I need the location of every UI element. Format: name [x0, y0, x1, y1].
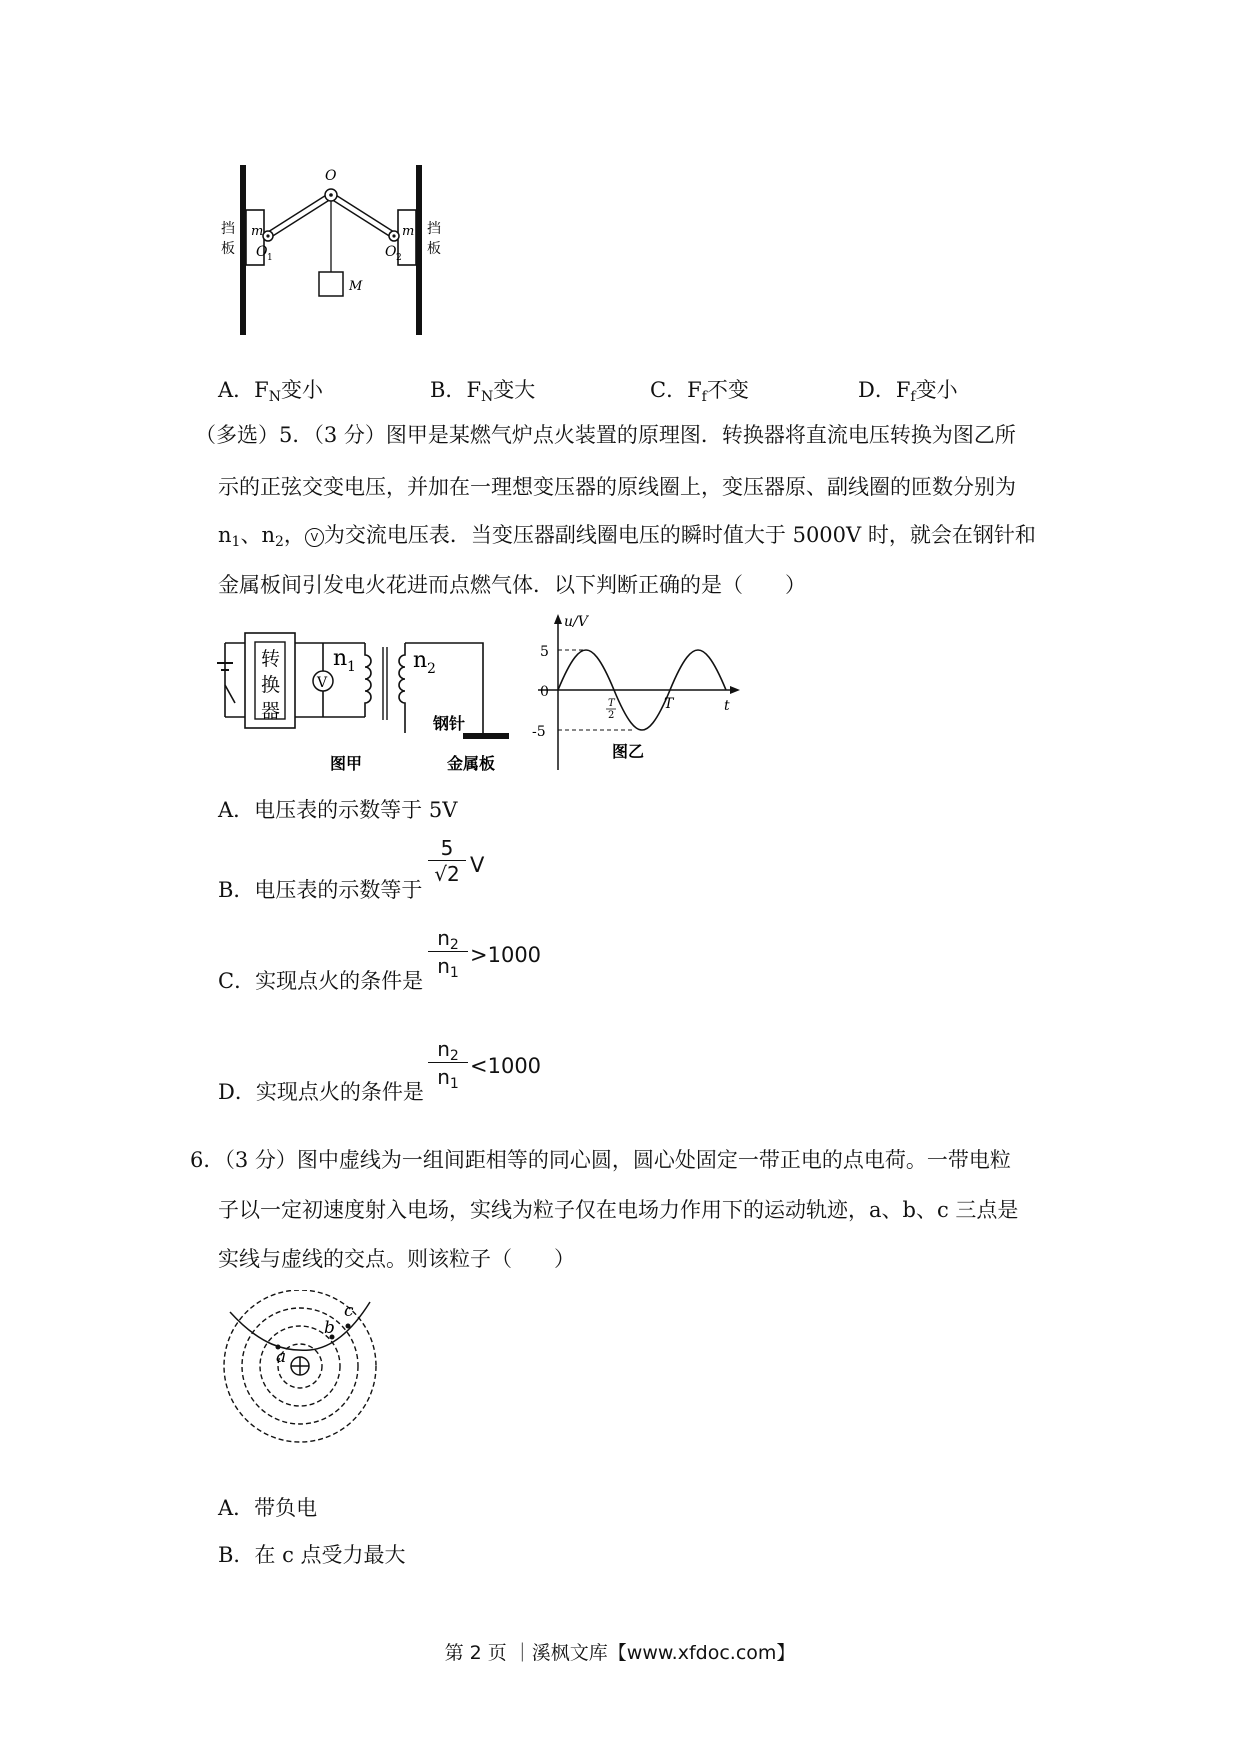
- svg-text:T: T: [664, 696, 674, 712]
- svg-text:t: t: [724, 698, 730, 714]
- mass-M: [319, 272, 343, 296]
- svg-text:2: 2: [427, 661, 436, 677]
- svg-text:u/V: u/V: [564, 614, 588, 630]
- svg-text:O: O: [256, 244, 268, 260]
- svg-text:2: 2: [608, 710, 615, 721]
- svg-text:O: O: [385, 244, 397, 260]
- metal-plate: [463, 733, 509, 739]
- svg-text:b: b: [324, 1318, 335, 1338]
- svg-text:1: 1: [347, 659, 356, 675]
- q5-option-c-relation: >1000: [470, 943, 542, 967]
- q5-option-d: D．实现点火的条件是: [218, 1080, 424, 1104]
- svg-text:1: 1: [267, 253, 273, 263]
- q4-option-c: C．$F_f$不变: [650, 378, 749, 405]
- q4-option-b: B．$F_N$变大: [430, 378, 536, 405]
- q5-option-c-fraction: $\frac{n_2}{n_1}$: [428, 925, 468, 980]
- svg-text:m: m: [251, 224, 264, 239]
- svg-text:挡: 挡: [221, 221, 235, 237]
- svg-text:T: T: [608, 698, 615, 709]
- q5-option-d-relation: <1000: [470, 1054, 542, 1078]
- svg-text:0: 0: [540, 684, 549, 700]
- svg-text:M: M: [349, 279, 363, 294]
- svg-text:5: 5: [540, 644, 549, 660]
- figure-jia-circuit: [215, 625, 520, 775]
- q6-option-b: B．在 c 点受力最大: [218, 1543, 406, 1567]
- svg-text:V: V: [317, 675, 328, 691]
- q5-option-b: B．电压表的示数等于: [218, 878, 423, 902]
- page-footer: 第 2 页 ｜溪枫文库【www.xfdoc.com】: [444, 1642, 796, 1664]
- svg-text:图乙: 图乙: [612, 742, 645, 761]
- svg-text:c: c: [344, 1301, 354, 1321]
- svg-text:n: n: [333, 646, 348, 671]
- q5-stem-line4: 金属板间引发电火花进而点燃气体．以下判断正确的是（ ）: [218, 573, 806, 597]
- q5-stem-line3: $n_1$、$n_2$， V 为交流电压表．当变压器副线圈电压的瞬时值大于 5000V 时，就会在钢针和: [218, 523, 1036, 550]
- label-O: O: [325, 168, 337, 184]
- q6-stem-line3: 实线与虚线的交点。则该粒子（ ）: [218, 1247, 575, 1271]
- svg-text:-5: -5: [532, 724, 546, 740]
- svg-text:2: 2: [396, 253, 402, 263]
- figure-yi-sine-graph: [528, 612, 748, 772]
- svg-text:挡: 挡: [427, 221, 441, 237]
- q5-stem-line2: 示的正弦交变电压，并加在一理想变压器的原线圈上，变压器原、副线圈的匝数分别为: [218, 475, 1016, 499]
- q5-option-b-unit: V: [470, 853, 485, 877]
- q6-option-a: A．带负电: [218, 1496, 318, 1520]
- figure-q4-apparatus: [215, 160, 455, 340]
- svg-text:转: 转: [261, 648, 281, 670]
- right-wall: [416, 165, 422, 335]
- svg-text:n: n: [413, 648, 428, 673]
- svg-text:a: a: [276, 1347, 287, 1367]
- svg-text:钢针: 钢针: [433, 714, 466, 733]
- q6-stem-line2: 子以一定初速度射入电场，实线为粒子仅在电场力作用下的运动轨迹，a、b、c 三点是: [218, 1198, 1019, 1222]
- q5-option-d-fraction: $\frac{n_2}{n_1}$: [428, 1036, 468, 1091]
- figure-q6-concentric-circles: [220, 1290, 390, 1460]
- q6-stem-line1: 6．（3 分）图中虚线为一组间距相等的同心圆，圆心处固定一带正电的点电荷。一带电粒: [190, 1148, 1011, 1172]
- left-wall: [240, 165, 246, 335]
- svg-text:板: 板: [221, 241, 235, 257]
- svg-text:金属板: 金属板: [447, 754, 496, 773]
- q5-option-a: A．电压表的示数等于 5V: [218, 798, 458, 822]
- svg-text:m: m: [402, 224, 415, 239]
- voltmeter-symbol-icon: V: [305, 528, 324, 547]
- q5-option-c: C．实现点火的条件是: [218, 969, 424, 993]
- svg-text:板: 板: [427, 241, 441, 257]
- q5-option-b-fraction: $\frac{5}{√2}$: [428, 836, 466, 887]
- svg-text:器: 器: [261, 700, 281, 722]
- svg-text:图甲: 图甲: [330, 754, 363, 773]
- q4-option-a: A．$F_N$变小: [218, 378, 323, 405]
- q4-option-d: D．$F_f$变小: [858, 378, 958, 405]
- q5-stem-line1: （多选）5．（3 分）图甲是某燃气炉点火装置的原理图．转换器将直流电压转换为图乙所: [195, 423, 1016, 447]
- svg-text:换: 换: [261, 674, 281, 696]
